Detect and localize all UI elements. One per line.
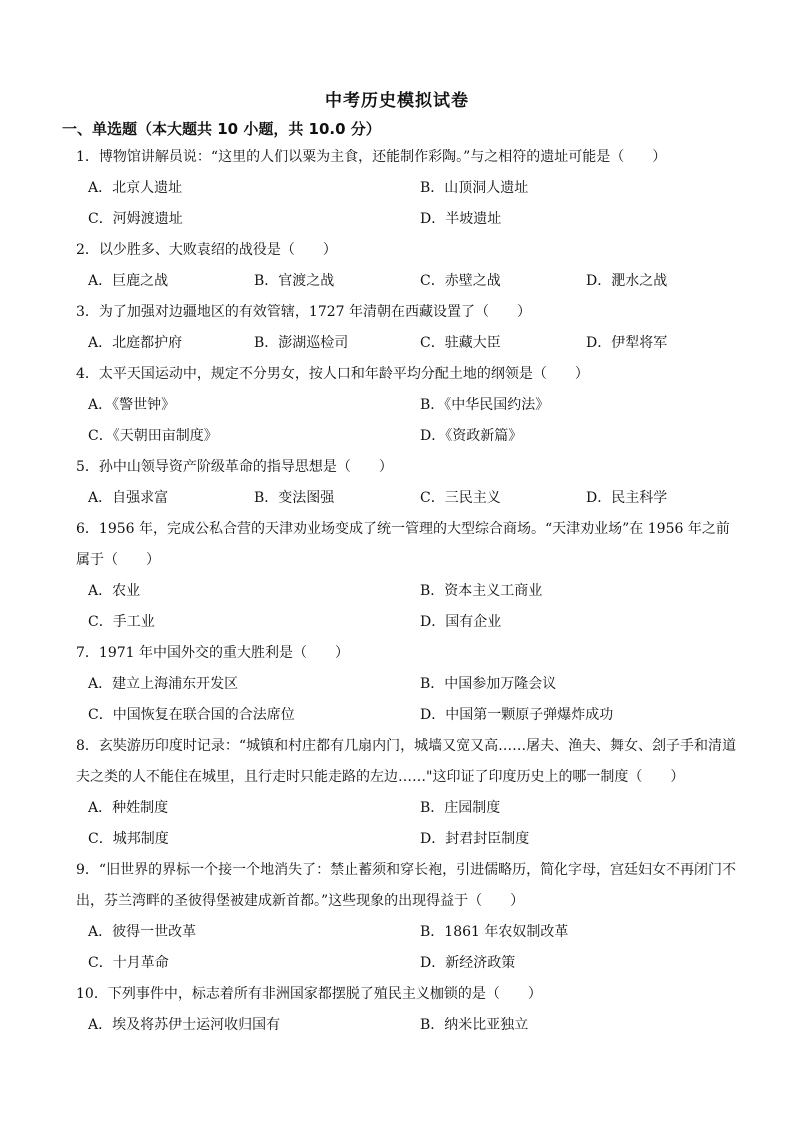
answer-option: D．《资政新篇》 — [420, 428, 523, 444]
answer-option: C．河姆渡遗址 — [88, 211, 183, 227]
answer-option: B．中国参加万隆会议 — [420, 676, 557, 692]
option-group — [76, 576, 740, 638]
answer-option: C．《天朝田亩制度》 — [88, 428, 218, 444]
option-group — [76, 1010, 740, 1041]
answer-option: D．民主科学 — [586, 490, 668, 506]
question-item — [76, 979, 740, 1041]
answer-option: D．淝水之战 — [586, 273, 668, 289]
question-stem: 1．博物馆讲解员说：“这里的人们以粟为主食，还能制作彩陶。”与之相符的遗址可能是（ ） — [76, 149, 667, 165]
question-stem: 8．玄奘游历印度时记录：“城镇和村庄都有几扇内门，城墙又宽又高……屠夫、渔夫、舞女、刽子手和清道夫之类的人不能住在城里，且行走时只能走路的左边……"这印证了印度历史上的哪一制度（ ） — [76, 738, 737, 785]
question-item — [76, 638, 740, 731]
question-stem: 4．太平天国运动中，规定不分男女，按人口和年龄平均分配土地的纲领是（ ） — [76, 366, 589, 382]
question-stem: 10．下列事件中，标志着所有非洲国家都摆脱了殖民主义枷锁的是（ ） — [76, 986, 542, 1002]
answer-option: B．庄园制度 — [420, 800, 501, 816]
answer-option: B．澎湖巡检司 — [254, 335, 349, 351]
answer-option: B．资本主义工商业 — [420, 583, 543, 599]
answer-option: D．伊犁将军 — [586, 335, 668, 351]
question-item — [76, 235, 740, 297]
question-item — [76, 142, 740, 235]
question-item — [76, 514, 740, 638]
answer-option: C．三民主义 — [420, 490, 501, 506]
answer-option: C．驻藏大臣 — [420, 335, 501, 351]
answer-option: B．变法图强 — [254, 490, 335, 506]
option-group — [76, 390, 740, 452]
option-group — [76, 917, 740, 979]
answer-option: A．彼得一世改革 — [88, 924, 197, 940]
answer-option: C．十月革命 — [88, 955, 169, 971]
answer-option: A．自强求富 — [88, 490, 169, 506]
answer-option: A．北庭都护府 — [88, 335, 183, 351]
option-group — [76, 793, 740, 855]
answer-option: A．农业 — [88, 583, 141, 599]
answer-option: A．《警世钟》 — [88, 397, 176, 413]
answer-option: A．北京人遗址 — [88, 180, 183, 196]
answer-option: A．种姓制度 — [88, 800, 169, 816]
question-list — [76, 142, 740, 1041]
page-title: 中考历史模拟试卷 — [325, 91, 469, 111]
answer-option: A．巨鹿之战 — [88, 273, 169, 289]
answer-option: D．封君封臣制度 — [420, 831, 530, 847]
section-heading: 一、单选题（本大题共 10 小题，共 10.0 分） — [62, 120, 381, 138]
question-item — [76, 855, 740, 979]
answer-option: B．山顶洞人遗址 — [420, 180, 529, 196]
question-stem: 6．1956 年，完成公私合营的天津劝业场变成了统一管理的大型综合商场。“天津劝业场”在 1956 年之前属于（ ） — [76, 521, 730, 568]
answer-option: D．半坡遗址 — [420, 211, 502, 227]
answer-option: D．新经济政策 — [420, 955, 516, 971]
option-group — [76, 328, 740, 359]
answer-option: C．中国恢复在联合国的合法席位 — [88, 707, 295, 723]
option-group — [76, 173, 740, 235]
answer-option: A．埃及将苏伊士运河收归国有 — [88, 1017, 281, 1033]
answer-option: B．1861 年农奴制改革 — [420, 924, 569, 940]
question-item — [76, 359, 740, 452]
option-group — [76, 669, 740, 731]
question-item — [76, 452, 740, 514]
question-stem: 2．以少胜多、大败袁绍的战役是（ ） — [76, 242, 337, 258]
question-stem: 9．“旧世界的界标一个接一个地消失了：禁止蓄须和穿长袍，引进儒略历，简化字母，宫廷妇女不再闭门不出，芬兰湾畔的圣彼得堡被建成新首都。”这些现象的出现得益于（ ） — [76, 862, 737, 909]
question-stem: 7．1971 年中国外交的重大胜利是（ ） — [76, 645, 349, 661]
answer-option: D．中国第一颗原子弹爆炸成功 — [420, 707, 614, 723]
answer-option: A．建立上海浦东开发区 — [88, 676, 239, 692]
answer-option: C．赤壁之战 — [420, 273, 501, 289]
answer-option: C．手工业 — [88, 614, 155, 630]
question-item — [76, 297, 740, 359]
answer-option: B．官渡之战 — [254, 273, 335, 289]
answer-option: C．城邦制度 — [88, 831, 169, 847]
question-item — [76, 731, 740, 855]
option-group — [76, 483, 740, 514]
answer-option: B．纳米比亚独立 — [420, 1017, 529, 1033]
answer-option: D．国有企业 — [420, 614, 502, 630]
question-stem: 3．为了加强对边疆地区的有效管辖，1727 年清朝在西藏设置了（ ） — [76, 304, 531, 320]
question-stem: 5．孙中山领导资产阶级革命的指导思想是（ ） — [76, 459, 393, 475]
answer-option: B．《中华民国约法》 — [420, 397, 550, 413]
option-group — [76, 266, 740, 297]
